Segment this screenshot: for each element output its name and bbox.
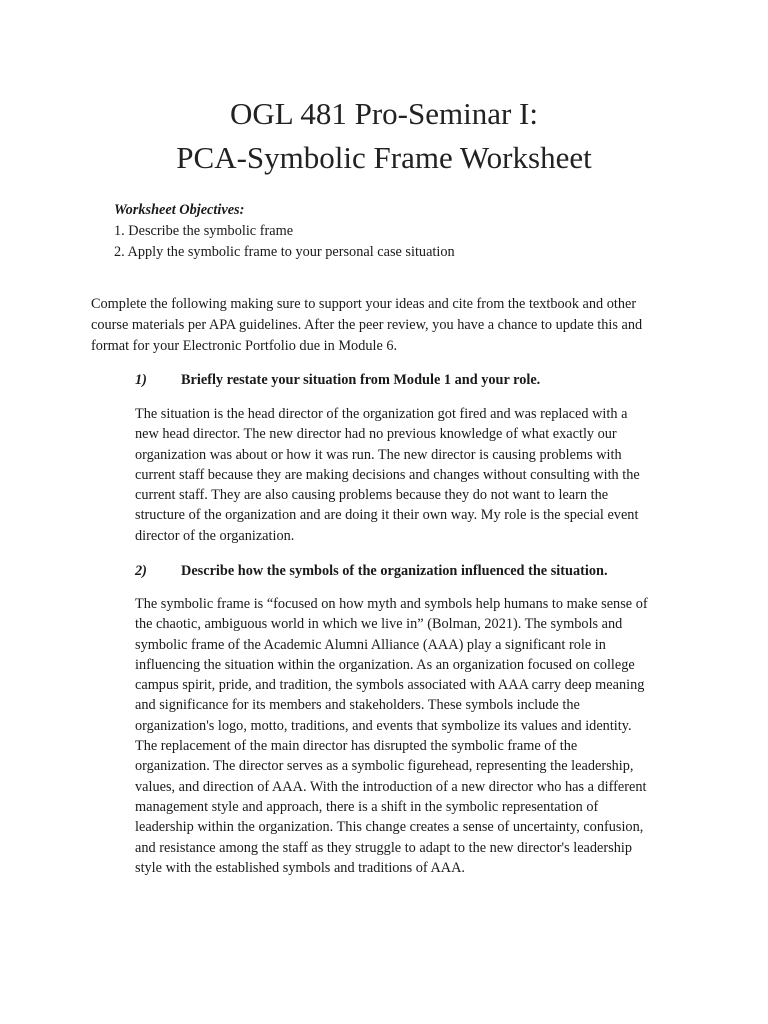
paragraph-line: symbolic frame of the Academic Alumni Alliance (AAA) play a significant role in <box>135 636 606 653</box>
paragraph-line: style with the established symbols and traditions of AAA. <box>135 859 465 876</box>
objective-item: 1. Describe the symbolic frame <box>114 223 294 239</box>
instructions-paragraph <box>91 294 691 357</box>
paragraph-line: influencing the situation within the organization. As an organization focused on college <box>135 656 635 673</box>
objectives-heading: Worksheet Objectives: <box>114 202 245 218</box>
paragraph-line: director of the organization. <box>135 527 295 544</box>
paragraph-line: organization's logo, motto, traditions, and events that symbolize its values and identity. <box>135 717 632 734</box>
paragraph-line: new head director. The new director had no previous knowledge of what exactly our <box>135 426 617 443</box>
paragraph-line: Complete the following making sure to support your ideas and cite from the textbook and other <box>91 296 637 312</box>
paragraph-line: values, and direction of AAA. With the introduction of a new director who has a different <box>135 778 647 795</box>
paragraph-line: organization was about or how it was run. The new director is causing problems with <box>135 446 622 463</box>
question-text: Briefly restate your situation from Module 1 and your role. <box>181 372 541 388</box>
question-text: Describe how the symbols of the organization influenced the situation. <box>181 563 608 579</box>
paragraph-line: management style and approach, there is a shift in the symbolic representation of <box>135 798 599 815</box>
paragraph-line: The symbolic frame is “focused on how myth and symbols help humans to make sense of <box>135 596 648 612</box>
paragraph-line: and significance for its members and stakeholders. These symbols include the <box>135 697 580 714</box>
document-title-line2: PCA-Symbolic Frame Worksheet <box>176 140 592 175</box>
paragraph-line: campus spirit, pride, and tradition, the symbols associated with AAA carry deep meaning <box>135 677 645 694</box>
answer-2 <box>135 594 681 878</box>
paragraph-line: organization. The director serves as a symbolic figurehead, representing the leadership, <box>135 758 634 775</box>
question-2 <box>135 561 608 582</box>
paragraph-line: The replacement of the main director has disrupted the symbolic frame of the <box>135 738 578 755</box>
document-title-line1: OGL 481 Pro-Seminar I: <box>230 96 538 131</box>
paragraph-line: The situation is the head director of the organization got fired and was replaced with a <box>135 406 628 422</box>
paragraph-line: and resistance among the staff as they struggle to adapt to the new director's leadership <box>135 839 632 856</box>
question-number: 2) <box>135 563 147 579</box>
question-1 <box>135 370 540 391</box>
answer-1 <box>135 404 681 546</box>
paragraph-line: current staff because they are making decisions and changes without consulting with the <box>135 466 640 483</box>
paragraph-line: format for your Electronic Portfolio due in Module 6. <box>91 338 398 354</box>
paragraph-line: structure of the organization and are doing it their own way. My role is the special event <box>135 507 639 524</box>
paragraph-line: course materials per APA guidelines. After the peer review, you have a chance to update this and <box>91 317 643 333</box>
paragraph-line: the chaotic, ambiguous world in which we live in” (Bolman, 2021). The symbols and <box>135 616 623 633</box>
paragraph-line: leadership within the organization. This change creates a sense of uncertainty, confusion, <box>135 819 644 836</box>
worksheet-objectives <box>114 200 455 263</box>
objective-item: 2. Apply the symbolic frame to your personal case situation <box>114 244 455 260</box>
paragraph-line: current staff. They are also causing problems because they do not want to learn the <box>135 487 609 504</box>
question-number: 1) <box>135 372 147 388</box>
